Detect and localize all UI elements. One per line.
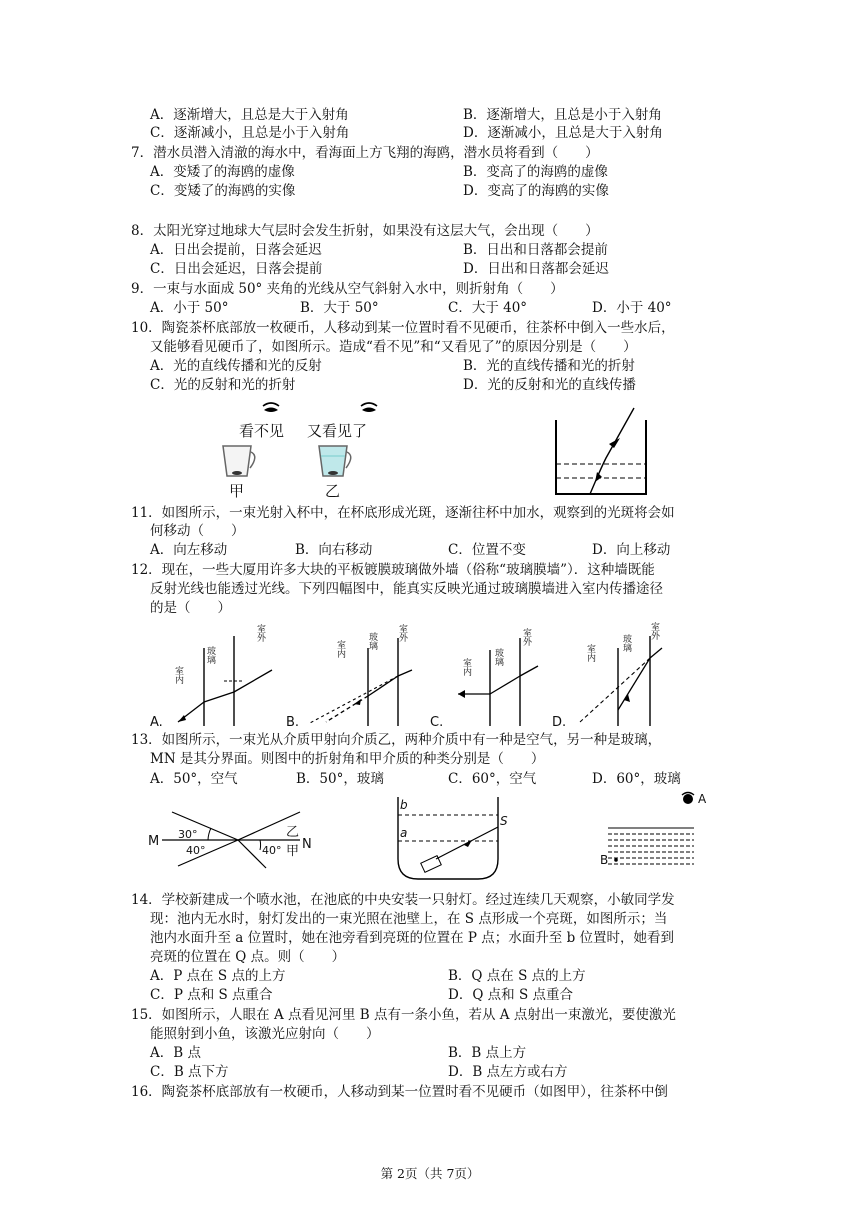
label-indoor: 室内	[335, 640, 345, 658]
q8-stem: 8．太阳光穿过地球大气层时会发生折射，如果没有这层大气，会出现（ ）	[131, 223, 599, 239]
label-outdoor: 室外	[397, 624, 407, 642]
q8-option-a: A．日出会提前，日落会延迟	[150, 242, 322, 258]
label-b: b	[400, 798, 408, 812]
q10-stem-line2: 又能够看见硬币了，如图所示。造成“看不见”和“又看见了”的原因分别是（ ）	[150, 339, 637, 355]
label-glass: 玻璃	[367, 632, 377, 650]
q7-option-a: A．变矮了的海鸥的虚像	[150, 164, 295, 180]
q10-option-b: B．光的直线传播和光的折射	[463, 358, 635, 374]
q15-option-d: D．B 点左方或右方	[448, 1064, 568, 1080]
q6-option-d: D．逐渐减小，且总是大于入射角	[463, 125, 663, 141]
q7-option-d: D．变高了的海鸥的实像	[463, 183, 609, 199]
q11-beaker-figure	[550, 400, 662, 500]
q12-figure-b	[286, 623, 412, 730]
q11-stem-line2: 何移动（ ）	[150, 523, 245, 539]
q6-option-c: C．逐渐减小，且总是小于入射角	[150, 125, 350, 141]
option-label-d: D.	[552, 715, 567, 730]
option-label-c: C.	[430, 715, 444, 730]
q9-option-c: C．大于 40°	[448, 300, 528, 316]
q14-stem-line4: 亮斑的位置在 Q 点。则（ ）	[150, 949, 346, 965]
q9-option-d: D．小于 40°	[592, 300, 672, 316]
q11-option-a: A．向左移动	[150, 542, 228, 558]
q10-option-a: A．光的直线传播和光的反射	[150, 358, 322, 374]
q12-stem-line3: 的是（ ）	[150, 600, 231, 616]
q13-option-b: B．50°，玻璃	[296, 771, 384, 787]
label-outdoor: 室外	[649, 622, 659, 640]
q13-stem-line1: 13．如图所示，一束光从介质甲射向介质乙，两种介质中有一种是空气，另一种是玻璃，	[131, 732, 662, 748]
q14-option-a: A．P 点在 S 点的上方	[150, 968, 286, 984]
q12-glass-figures	[140, 618, 720, 728]
label-indoor: 室内	[585, 644, 595, 662]
label-m: M	[148, 834, 160, 849]
q11-option-b: B．向右移动	[295, 542, 373, 558]
angle-40-right: 40°	[262, 844, 282, 857]
q14-stem-line1: 14．学校新建成一个喷水池，在池底的中央安装一只射灯。经过连续几天观察，小敏同学发	[131, 892, 675, 908]
q10-option-d: D．光的反射和光的直线传播	[463, 377, 636, 393]
q13-option-a: A．50°，空气	[150, 771, 238, 787]
q7-stem: 7．潜水员潜入清澈的海水中，看海面上方飞翔的海鸥，潜水员将看到（ ）	[131, 145, 599, 161]
label-s: S	[500, 814, 508, 828]
q12-stem-line1: 12．现在，一些大厦用许多大块的平板镀膜玻璃做外墙（俗称“玻璃膜墙”）．这种墙既能	[131, 562, 655, 578]
q16-stem-line1: 16．陶瓷茶杯底部放有一枚硬币，人移动到某一位置时看不见硬币（如图甲），往茶杯中倒	[131, 1084, 668, 1100]
label-indoor: 室内	[173, 666, 183, 684]
eye-icon	[361, 403, 377, 412]
cup-label-jia: 甲	[229, 482, 245, 500]
q12-figure-d	[552, 621, 662, 730]
q15-option-a: A．B 点	[150, 1045, 201, 1061]
eye-icon	[682, 793, 694, 805]
q10-option-c: C．光的反射和光的折射	[150, 377, 296, 393]
eye-icon	[263, 403, 279, 412]
q7-option-b: B．变高了的海鸥的虚像	[463, 164, 608, 180]
label-outdoor: 室外	[255, 624, 265, 642]
q13-stem-line2: MN 是其分界面。则图中的折射角和甲介质的种类分别是（ ）	[150, 751, 545, 767]
q13-option-c: C．60°，空气	[448, 771, 537, 787]
q8-option-b: B．日出和日落都会提前	[463, 242, 608, 258]
q14-option-d: D．Q 点和 S 点重合	[448, 987, 574, 1003]
q9-stem: 9．一束与水面成 50° 夹角的光线从空气斜射入水中，则折射角（ ）	[131, 281, 564, 297]
q13-interface-figure	[148, 808, 328, 868]
label-n: N	[302, 837, 312, 852]
cup-empty	[223, 446, 255, 476]
q9-option-a: A．小于 50°	[150, 300, 229, 316]
cup-water	[319, 446, 351, 476]
q11-option-c: C．位置不变	[448, 542, 526, 558]
q14-pool-figure	[392, 795, 522, 881]
q12-stem-line2: 反射光线也能透过光线。下列四幅图中，能真实反映光通过玻璃膜墙进入室内传播途径	[150, 581, 663, 597]
label-jia: 甲	[286, 844, 300, 859]
q8-option-d: D．日出和日落都会延迟	[463, 261, 609, 277]
q13-option-d: D．60°，玻璃	[592, 771, 681, 787]
q15-river-figure	[596, 790, 706, 870]
q11-option-d: D．向上移动	[592, 542, 671, 558]
q6-option-a: A．逐渐增大，且总是大于入射角	[150, 107, 349, 123]
q7-option-c: C．变矮了的海鸥的实像	[150, 183, 296, 199]
q14-option-c: C．P 点和 S 点重合	[150, 987, 273, 1003]
label-glass: 玻璃	[493, 648, 503, 666]
label-glass: 玻璃	[621, 634, 631, 652]
cup-label-yi: 乙	[325, 482, 341, 500]
q6-option-b: B．逐渐增大，且总是小于入射角	[463, 107, 662, 123]
angle-30: 30°	[178, 828, 198, 841]
q15-option-c: C．B 点下方	[150, 1064, 229, 1080]
q10-cups-figure	[215, 396, 385, 502]
label-a: A	[698, 792, 707, 806]
q15-option-b: B．B 点上方	[448, 1045, 527, 1061]
option-label-b: B.	[286, 715, 300, 730]
q15-stem-line2: 能照射到小鱼，该激光应射向（ ）	[150, 1026, 380, 1042]
label-yi: 乙	[286, 825, 300, 840]
label-b: B	[600, 853, 609, 867]
q14-stem-line2: 现：池内无水时，射灯发出的一束光照在池壁上，在 S 点形成一个亮斑，如图所示；当	[150, 911, 668, 927]
q15-stem-line1: 15．如图所示，人眼在 A 点看见河里 B 点有一条小鱼，若从 A 点射出一束激光，要使激光	[131, 1007, 676, 1023]
label-a: a	[400, 826, 408, 840]
q14-option-b: B．Q 点在 S 点的上方	[448, 968, 586, 984]
q12-figure-c	[430, 627, 538, 730]
angle-40-left: 40°	[186, 844, 206, 857]
option-label-a: A.	[150, 715, 163, 730]
q9-option-b: B．大于 50°	[300, 300, 379, 316]
q11-stem-line1: 11．如图所示，一束光射入杯中，在杯底形成光斑，逐渐往杯中加水，观察到的光斑将会如	[131, 505, 675, 521]
page-footer: 第 2页（共 7页）	[380, 1166, 480, 1181]
q8-option-c: C．日出会延迟，日落会提前	[150, 261, 323, 277]
q14-stem-line3: 池内水面升至 a 位置时，她在池旁看到亮斑的位置在 P 点；水面升至 b 位置时，她看到	[150, 930, 675, 946]
label-indoor: 室内	[461, 658, 471, 676]
q10-stem-line1: 10．陶瓷茶杯底部放一枚硬币，人移动到某一位置时看不见硬币，往茶杯中倒入一些水后，	[131, 320, 675, 336]
label-glass: 玻璃	[205, 646, 215, 664]
q10-label-can-see: 又看见了	[307, 422, 368, 440]
q12-figure-a	[150, 623, 272, 730]
q10-label-cannot-see: 看不见	[239, 422, 285, 440]
label-outdoor: 室外	[521, 628, 531, 646]
